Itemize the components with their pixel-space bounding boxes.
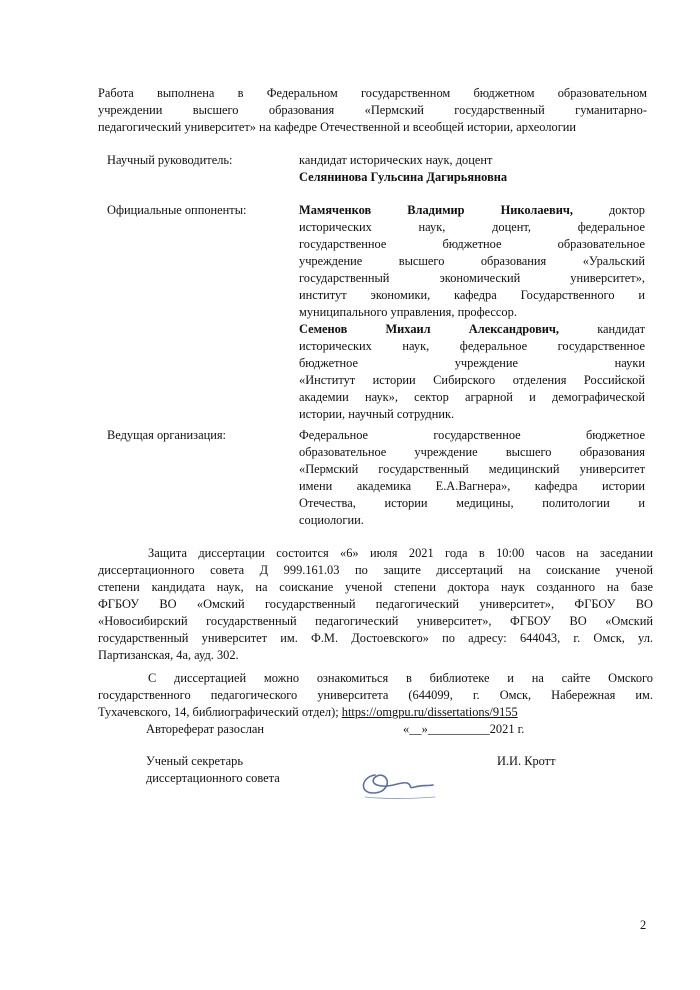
opponent-1-line-4: учреждение высшего образования «Уральский [299,254,645,268]
dissertations-link[interactable]: https://omgpu.ru/dissertations/9155 [341,705,518,719]
defense-line-6: государственный университет им. Ф.М. Достоевского» по адресу: 644043, г. Омск, ул. [98,631,653,645]
opponent-2-line-2: исторических наук, федеральное государственное [299,339,645,353]
library-address-end: Тухачевского, 14, библиографический отдел); [98,705,339,719]
supervisor-name: Селянинова Гульсина Дагирьяновна [299,170,508,184]
intro-line-2: учреждении высшего образования «Пермский государственный гуманитарно- [98,103,647,117]
secretary-title-line-2: диссертационного совета [146,771,280,785]
opponent-1-line-6: институт экономики, кафедра Государственного и [299,288,645,302]
opponent-2-line-1 [299,321,645,338]
opponent-1-line-2: исторических наук, доцент, федеральное [299,220,645,234]
opponents-label: Официальные оппоненты: [107,203,247,217]
opponent-1-line-5: государственный экономический университет», [299,271,645,285]
signature-image [355,753,439,803]
leading-org-block [299,427,645,529]
opponent-2-line-5: академии наук», сектор аграрной и демографической [299,390,645,404]
opponent-1-degree-start: доктор [609,203,645,217]
supervisor-label: Научный руководитель: [107,153,233,167]
defense-line-5: «Новосибирский государственный педагогический университет», ФГБОУ ВО «Омский [98,614,653,628]
opponent-2-line-3: бюджетное учреждение науки [299,356,645,370]
library-line-1: С диссертацией можно ознакомиться в библиотеке и на сайте Омского [148,671,653,685]
opponent-2-name: Семенов Михаил Александрович, [299,322,559,336]
opponent-2-degree-start: кандидат [597,322,645,336]
library-line-3 [98,704,653,721]
secretary-title-line-1: Ученый секретарь [146,754,243,768]
supervisor-degree: кандидат исторических наук, доцент [299,153,493,167]
supervisor-block [299,152,645,186]
defense-line-2: диссертационного совета Д 999.161.03 по защите диссертаций на соискание ученой [98,563,653,577]
leading-org-line-6: социологии. [299,513,364,527]
defense-line-1: Защита диссертации состоится «6» июля 2021 года в 10:00 часов на заседании [148,546,653,560]
page-number: 2 [640,918,647,932]
secretary-name: И.И. Кротт [497,754,556,768]
library-line-2: государственного педагогического университета (644099, г. Омск, Набережная им. [98,688,653,702]
defense-line-4: ФГБОУ ВО «Омский государственный педагогический университет», ФГБОУ ВО [98,597,653,611]
opponent-1-line-7: муниципального управления, профессор. [299,305,517,319]
defense-line-7: Партизанская, 4а, ауд. 302. [98,648,239,662]
intro-paragraph [98,85,647,136]
opponents-block [299,202,645,423]
defense-paragraph [98,545,653,664]
leading-org-line-3: «Пермский государственный медицинский университет [299,462,645,476]
opponent-1-name: Мамяченков Владимир Николаевич, [299,203,573,217]
opponent-2-line-4: «Институт истории Сибирского отделения Российской [299,373,645,387]
leading-org-line-4: имени академика Е.А.Вагнера», кафедра истории [299,479,645,493]
opponent-2-line-6: истории, научный сотрудник. [299,407,455,421]
leading-org-line-1: Федеральное государственное бюджетное [299,428,645,442]
sent-label: Автореферат разослан [146,722,265,736]
sent-date: «__»__________2021 г. [403,722,525,736]
library-paragraph [98,670,653,721]
leading-org-label: Ведущая организация: [107,428,226,442]
defense-line-3: степени кандидата наук, на соискание ученой степени доктора наук созданного на базе [98,580,653,594]
opponent-1-line-1 [299,202,645,219]
intro-line-1: Работа выполнена в Федеральном государственном бюджетном образовательном [98,86,647,100]
leading-org-line-2: образовательное учреждение высшего образования [299,445,645,459]
intro-line-3: педагогический университет» на кафедре Отечественной и всеобщей истории, археологии [98,120,577,134]
leading-org-line-5: Отечества, истории медицины, политологии и [299,496,645,510]
opponent-1-line-3: государственное бюджетное образовательное [299,237,645,251]
